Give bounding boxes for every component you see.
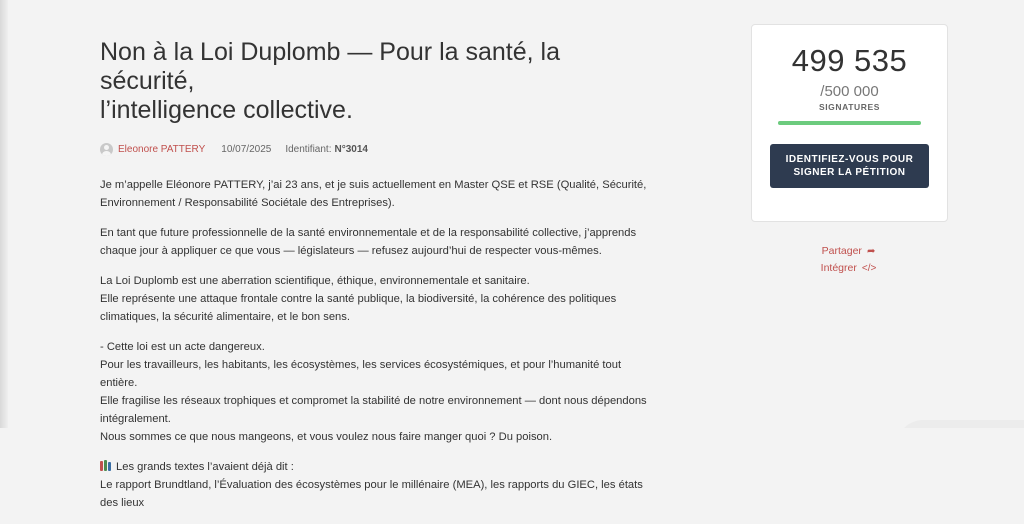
page-title	[100, 38, 660, 125]
text-line: Environnement / Responsabilité Sociétale des Entreprises).	[100, 197, 395, 209]
text-line: intégralement.	[100, 413, 171, 425]
text-line: - Cette loi est un acte dangereux.	[100, 341, 265, 353]
petition-body	[100, 176, 660, 512]
text-line: climatiques, la sécurité alimentaire, et le bon sens.	[100, 311, 350, 323]
title-line-2: l’intelligence collective.	[100, 96, 353, 124]
text-line: Je m’appelle Eléonore PATTERY, j’ai 23 ans, et je suis actuellement en Master QSE et RSE (Qualité, Sécurité,	[100, 179, 647, 191]
id-value: N°3014	[334, 144, 368, 155]
books-icon	[100, 460, 112, 471]
text-line: Elle fragilise les réseaux trophiques et compromet la stabilité de notre environnement — dont nous dépendons	[100, 395, 647, 407]
text-line: En tant que future professionnelle de la santé environnementale et de la responsabilité collective, j’apprends	[100, 227, 637, 239]
signature-count: 499 535	[791, 43, 908, 78]
signature-progress-bar	[778, 121, 921, 125]
signature-card	[751, 24, 948, 222]
paragraph-1	[100, 176, 660, 212]
code-icon: </>	[861, 263, 877, 274]
signature-progress-fill	[778, 121, 921, 125]
window-edge	[0, 0, 8, 428]
id-label: Identifiant:	[285, 144, 332, 155]
signature-goal: /500 000	[820, 83, 879, 100]
share-label: Partager	[821, 245, 862, 257]
text-line: Nous sommes ce que nous mangeons, et vous voulez nous faire manger quoi ? Du poison.	[100, 431, 553, 443]
text-line: Elle représente une attaque frontale contre la santé publique, la biodiversité, la cohérence des politiques	[100, 293, 617, 305]
share-arrow-icon: ➦	[866, 246, 876, 257]
share-links	[751, 245, 946, 279]
signatures-label: SIGNATURES	[818, 102, 881, 112]
text-line-cut: Le rapport Brundtland, l’Évaluation des écosystèmes pour le millénaire (MEA), les rapports du GIEC, les états des lieux	[100, 479, 643, 509]
scrollbar-thumb[interactable]	[904, 420, 1024, 428]
petition-meta	[100, 143, 660, 156]
paragraph-5	[100, 458, 660, 512]
title-line-1: Non à la Loi Duplomb — Pour la santé, la sécurité,	[100, 38, 560, 95]
text-line: La Loi Duplomb est une aberration scientifique, éthique, environnementale et sanitaire.	[100, 275, 530, 287]
sign-petition-button[interactable]: IDENTIFIEZ-VOUS POUR SIGNER LA PÉTITION	[770, 144, 929, 188]
text-line: Pour les travailleurs, les habitants, les écosystèmes, les services écosystémiques, et pour l’humanité tout entière.	[100, 359, 622, 389]
paragraph-4	[100, 338, 660, 446]
paragraph-3	[100, 272, 660, 326]
author-link[interactable]: Eleonore PATTERY	[118, 144, 206, 155]
paragraph-5-text: Les grands textes l’avaient déjà dit :	[116, 461, 294, 473]
petition-date: 10/07/2025	[221, 144, 272, 155]
embed-label: Intégrer	[820, 262, 857, 274]
petition-main	[100, 38, 660, 524]
paragraph-2	[100, 224, 660, 260]
text-line: chaque jour à appliquer ce que vous — législateurs — refusez aujourd’hui de respecter vous-mêmes.	[100, 245, 602, 257]
embed-link[interactable]	[751, 262, 946, 274]
avatar-icon	[100, 143, 113, 156]
share-link[interactable]	[751, 245, 946, 257]
